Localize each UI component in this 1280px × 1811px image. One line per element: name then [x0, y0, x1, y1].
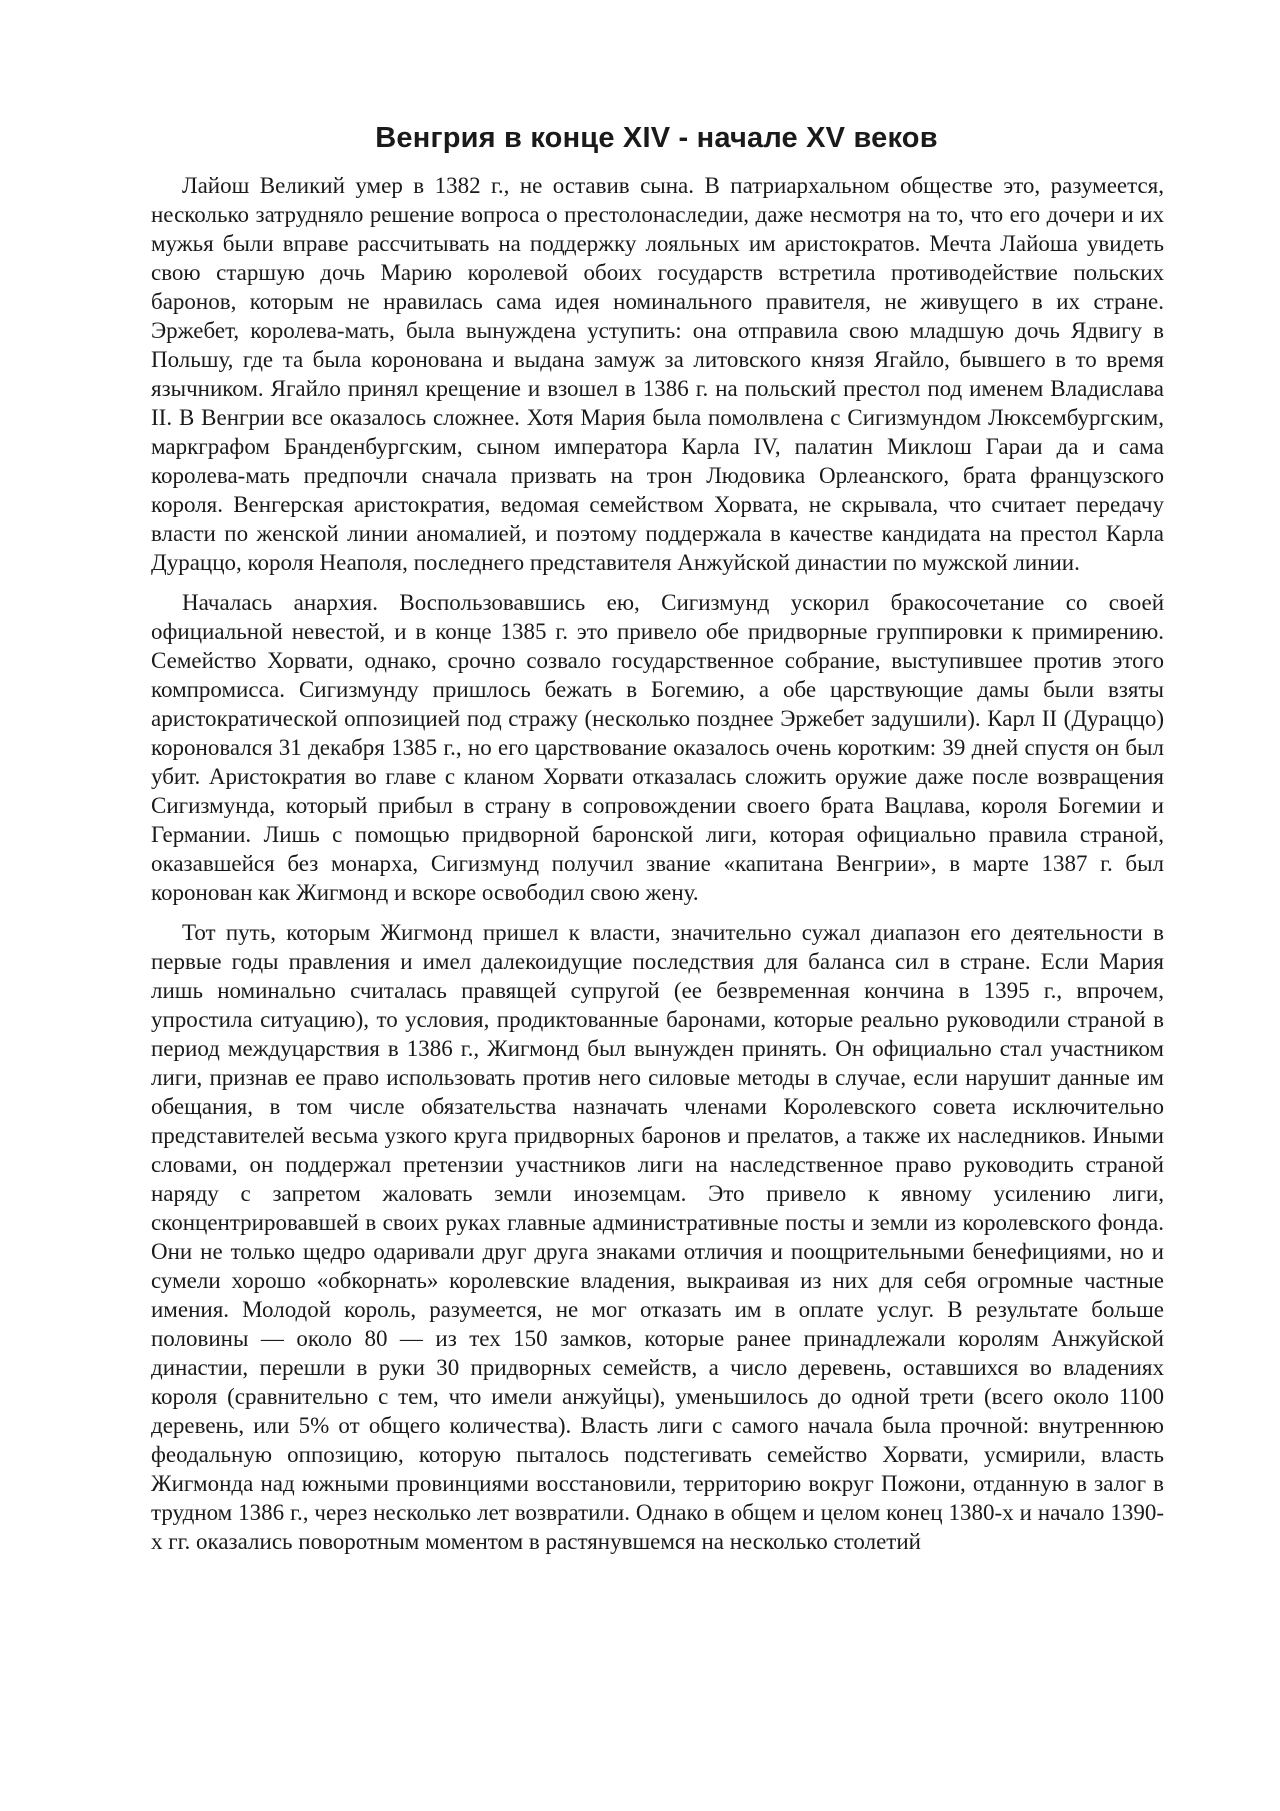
- paragraph-2: Началась анархия. Воспользовавшись ею, Сигизмунд ускорил бракосочетание со своей официальной невестой, и в конце 1385 г. это привело обе придворные группировки к примирению. Семейство Хорвати, однако, срочно созвало государственное собрание, выступившее против этого компромисса. Сигизмунду пришлось бежать в Богемию, а обе царствующие дамы были взяты аристократической оппозицией под стражу (несколько позднее Эржебет задушили). Карл II (Дураццо) короновался 31 декабря 1385 г., но его царствование оказалось очень коротким: 39 дней спустя он был убит. Аристократия во главе с кланом Хорвати отказалась сложить оружие даже после возвращения Сигизмунда, который прибыл в страну в сопровождении своего брата Вацлава, короля Богемии и Германии. Лишь с помощью придворной баронской лиги, которая официально правила страной, оказавшейся без монарха, Сигизмунд получил звание «капитана Венгрии», в марте 1387 г. был коронован как Жигмонд и вскоре освободил свою жену.: [151, 590, 1164, 905]
- paragraph-3: Тот путь, которым Жигмонд пришел к власти, значительно сужал диапазон его деятельности в первые годы правления и имел далекоидущие последствия для баланса сил в стране. Если Мария лишь номинально считалась правящей супругой (ее безвременная кончина в 1395 г., впрочем, упростила ситуацию), то условия, продиктованные баронами, которые реально руководили страной в период междуцарствия в 1386 г., Жигмонд был вынужден принять. Он официально стал участником лиги, признав ее право использовать против него силовые методы в случае, если нарушит данные им обещания, в том числе обязательства назначать членами Королевского совета исключительно представителей весьма узкого круга придворных баронов и прелатов, а также их наследников. Иными словами, он поддержал претензии участников лиги на наследственное право руководить страной наряду с запретом жаловать земли иноземцам. Это привело к явному усилению лиги, сконцентрировавшей в своих руках главные административные посты и земли из королевского фонда. Они не только щедро одаривали друг друга знаками отличия и поощрительными бенефициями, но и сумели хорошо «обкорнать» королевские владения, выкраивая из них для себя огромные частные имения. Молодой король, разумеется, не мог отказать им в оплате услуг. В результате больше половины — около 80 — из тех 150 замков, которые ранее принадлежали королям Анжуйской династии, перешли в руки 30 придворных семейств, а число деревень, оставшихся во владениях короля (сравнительно с тем, что имели анжуйцы), уменьшилось до одной трети (всего около 1100 деревень, или 5% от общего количества). Власть лиги с самого начала была прочной: внутреннюю феодальную оппозицию, которую пыталось подстегивать семейство Хорвати, усмирили, власть Жигмонда над южными провинциями восстановили, территорию вокруг Пожони, отданную в залог в трудном 1386 г., через несколько лет возвратили. Однако в общем и целом конец 1380-х и начало 1390-х гг. оказались поворотным моментом в растянувшемся на несколько столетий: [151, 920, 1164, 1554]
- document-body: [151, 171, 1164, 1567]
- paragraph-1: Лайош Великий умер в 1382 г., не оставив сына. В патриархальном обществе это, разумеется, несколько затрудняло решение вопроса о престолонаследии, даже несмотря на то, что его дочери и их мужья были вправе рассчитывать на поддержку лояльных им аристократов. Мечта Лайоша увидеть свою старшую дочь Марию королевой обоих государств встретила противодействие польских баронов, которым не нравилась сама идея номинального правителя, не живущего в их стране. Эржебет, королева-мать, была вынуждена уступить: она отправила свою младшую дочь Ядвигу в Польшу, где та была коронована и выдана замуж за литовского князя Ягайло, бывшего в то время язычником. Ягайло принял крещение и взошел в 1386 г. на польский престол под именем Владислава II. В Венгрии все оказалось сложнее. Хотя Мария была помолвлена с Сигизмундом Люксембургским, маркграфом Бранденбургским, сыном императора Карла IV, палатин Миклош Гараи да и сама королева-мать предпочли сначала призвать на трон Людовика Орлеанского, брата французского короля. Венгерская аристократия, ведомая семейством Хорвата, не скрывала, что считает передачу власти по женской линии аномалией, и поэтому поддержала в качестве кандидата на престол Карла Дураццо, короля Неаполя, последнего представителя Анжуйской династии по мужской линии.: [151, 173, 1164, 575]
- page-title: Венгрия в конце XIV - начале XV веков: [375, 122, 938, 154]
